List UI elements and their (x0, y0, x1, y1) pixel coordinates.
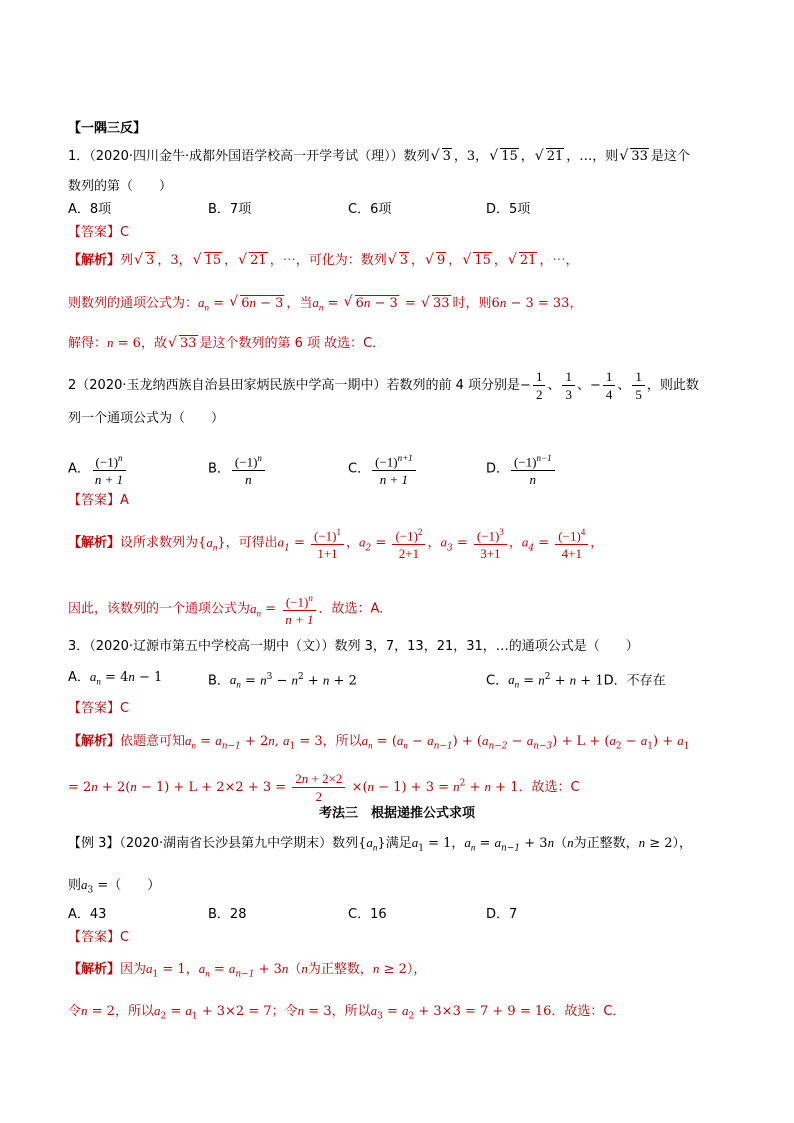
q2-option-c-letter: C． (348, 461, 371, 477)
q2-analysis-2b: ．故选：A． (318, 601, 393, 617)
q2-analysis-1a: 设所求数列为 (120, 535, 199, 551)
ex3-analysis-2a: 令 (68, 1004, 82, 1019)
q1-option-c: C．6项 (348, 202, 392, 217)
ex3-analysis-tag: 【解析】 (68, 962, 121, 977)
ex3-analysis-2d: ，所以 (331, 1004, 371, 1019)
q2-analysis-tag: 【解析】 (68, 535, 121, 551)
q3-stem: 3．（2020·辽源市第五中学校高一期中（文））数列 3，7，13，21，31，…的通项公式是（ ） (68, 639, 639, 654)
q1-option-b: B．7项 (208, 202, 252, 217)
q1-analysis-3c: 是这个数列的第 6 项 故选：C． (199, 336, 386, 351)
q3-analysis-tag: 【解析】 (68, 734, 121, 749)
ex3-option-c: C．16 (348, 907, 387, 922)
q1-stem-line1: 1．（2020·四川金牛·成都外国语学校高一开学考试（理））数列√ 3 ，3，√ 15 ，√ 21 ，…，则√ 33 是这个 (68, 148, 690, 166)
q1-analysis-3a: 解得： (68, 336, 108, 351)
q2-option-d-letter: D． (486, 461, 510, 477)
q2-analysis-line2: 因此，该数列的一个通项公式为$a_n$ = $\frac{(-1)^n}{n + 1}$ ．故选：A． (68, 590, 392, 628)
q1-analysis-2c: 时，则 (452, 296, 492, 311)
ex3-analysis-1a: 因为 (120, 962, 147, 977)
ex3-analysis-1c: （ (288, 962, 302, 977)
q3-option-b-letter: B． (208, 673, 230, 689)
q1-stem-c: 数列的第（ ） (68, 179, 173, 194)
q1-analysis-tag: 【解析】 (68, 253, 121, 268)
method-title: 考法三 根据递推公式求项 (318, 806, 475, 821)
ex3-analysis-2b: ，所以 (114, 1004, 154, 1019)
q3-option-c-letter: C． (486, 673, 509, 689)
q1-option-d: D．5项 (486, 202, 531, 217)
q1-analysis-2b: ，当 (286, 296, 313, 311)
q3-analysis-line1: 【解析】依题意可知$a_n = a_{n-1} + 2n$, $a_1 = 3$，所以$a_n = (a_n - a_{n-1}) + (a_{n-2} - a_{n-3}) + L + (a_2 - a_1) + a_1$ (68, 733, 690, 752)
q2-analysis-2a: 因此，该数列的一个通项公式为 (68, 601, 251, 617)
ex3-stem-line2: 则$a_3$ =（ ） (68, 877, 161, 896)
ex3-stem-f: 则 (68, 878, 82, 893)
q1-analysis-line2: 则数列的通项公式为：$a_n$ = √ 6n − 3 ，当$a_n$ = √ 6n − 3 = √ 33 时，则6n − 3 = 33， (68, 294, 582, 317)
q3-analysis-1a: 依题意可知 (120, 734, 186, 749)
q3-analysis-2-tail: ．故选：C (518, 780, 580, 795)
q2-stem-a: 2（2020·玉龙纳西族自治县田家炳民族中学高一期中）若数列的前 4 项分别是 (68, 378, 521, 393)
q1-option-a: A．8项 (68, 202, 112, 217)
q3-analysis-line2: = 2n + 2(n − 1) + L + 2×2 + 3 = $\frac{2n + 2\times 2}{2}$ $\times(n - 1) + 3 = n^2 + n + 1$．故选：C (68, 771, 580, 804)
q1-analysis-1b: ，可化为：数列 (295, 253, 387, 268)
q1-analysis-3b: ，故 (140, 336, 167, 351)
q2-option-b-letter: B． (208, 461, 230, 477)
ex3-tag: 【例 3】 (68, 836, 120, 851)
ex3-analysis-line1: 【解析】因为$a_1 = 1$，$a_n = a_{n-1} + 3n(n$为正整数，n ≥ 2）， (68, 961, 427, 980)
q2-options: A． $\frac{(-1)^n}{n + 1}$ B． $\frac{(-1)^n}{n}$ C． $\frac{(-1)^{n+1}}{n + 1}$ D． $\frac{(-1)^{n-1}}{n}$ (68, 440, 728, 484)
q2-answer: 【答案】A (68, 493, 129, 508)
ex3-analysis-2e: ．故选：C． (551, 1004, 626, 1019)
q2-stem-b: ，则此数 (646, 378, 699, 393)
q1-stem-b: 是这个 (650, 149, 690, 164)
ex3-stem-a: （2020·湖南省长沙县第九中学期末）数列 (119, 836, 359, 851)
q1-analysis-2a: 则数列的通项公式为： (68, 296, 199, 311)
ex3-analysis-line2: 令n = 2，所以$a_2 = a_1 + 3\times 2 = 7$；令n = 3，所以$a_3 = a_2 + 3\times 3 = 7 + 9 = 16$．故选：C． (68, 1003, 626, 1022)
ex3-stem-c: （ (554, 836, 568, 851)
q1-stem-a: 1．（2020·四川金牛·成都外国语学校高一开学考试（理））数列 (68, 149, 430, 164)
q2-analysis-line1: 【解析】设所求数列为$\{a_n\}$，可得出$a_1$ = $\frac{(-1)^1}{1+1}$ ，$a_2$ = $\frac{(-1)^2}{2+1}$ ，$a_3$ = $\frac{(-1)^3}{3+1}$ ，$a_4$ = $\frac{(-1)^4}{4+1}$ ， (68, 524, 603, 562)
q1-analysis-line1: 【解析】列√ 3 ，3，√ 15 ，√ 21 ，⋯，可化为：数列√ 3 ，√ 9 ，√ 15 ，√ 21 ，⋯， (68, 252, 578, 270)
q2-option-a-letter: A． (68, 461, 90, 477)
ex3-option-b: B．28 (208, 907, 247, 922)
ex3-stem-line1: 【例 3】（2020·湖南省长沙县第九中学期末）数列$\{a_n\}$满足$a_1 = 1$，$a_n = a_{n-1} + 3n(n$为正整数，n ≥ 2）， (68, 835, 693, 854)
ex3-stem-b: 满足 (385, 836, 412, 851)
q3-analysis-1b: ，所以 (322, 734, 362, 749)
q2-stem-c: 列一个通项公式为（ ） (68, 411, 225, 426)
ex3-stem-e: ）， (672, 836, 693, 851)
q2-analysis-1b: ，可得出 (225, 535, 278, 551)
section-tag: 【一隅三反】 (68, 121, 147, 136)
ex3-answer: 【答案】C (68, 930, 130, 945)
ex3-stem-d: 为正整数， (573, 836, 639, 851)
q3-answer: 【答案】C (68, 701, 130, 716)
ex3-analysis-1d: 为正整数， (307, 962, 373, 977)
q3-option-a-letter: A． (68, 670, 90, 685)
q1-answer: 【答案】C (68, 225, 130, 240)
ex3-option-a: A．43 (68, 907, 107, 922)
q1-analysis-line3: 解得：n = 6，故√ 33 是这个数列的第 6 项 故选：C． (68, 334, 385, 353)
q1-analysis-1a: 列 (120, 253, 134, 268)
ex3-option-d: D．7 (486, 907, 518, 922)
q2-stem-line1: 2（2020·玉龙纳西族自治县田家炳民族中学高一期中）若数列的前 4 项分别是− $\frac{1}{2}$ 、 $\frac{1}{3}$ 、− $\frac{1}{4}$ 、 $\frac{1}{5}$ ，则此数 (68, 369, 699, 402)
ex3-stem-g: （ ） (108, 878, 161, 893)
q3-option-d: D．不存在 (603, 673, 666, 689)
ex3-analysis-2c: ；令 (271, 1004, 298, 1019)
ex3-analysis-1e: ）， (406, 962, 427, 977)
